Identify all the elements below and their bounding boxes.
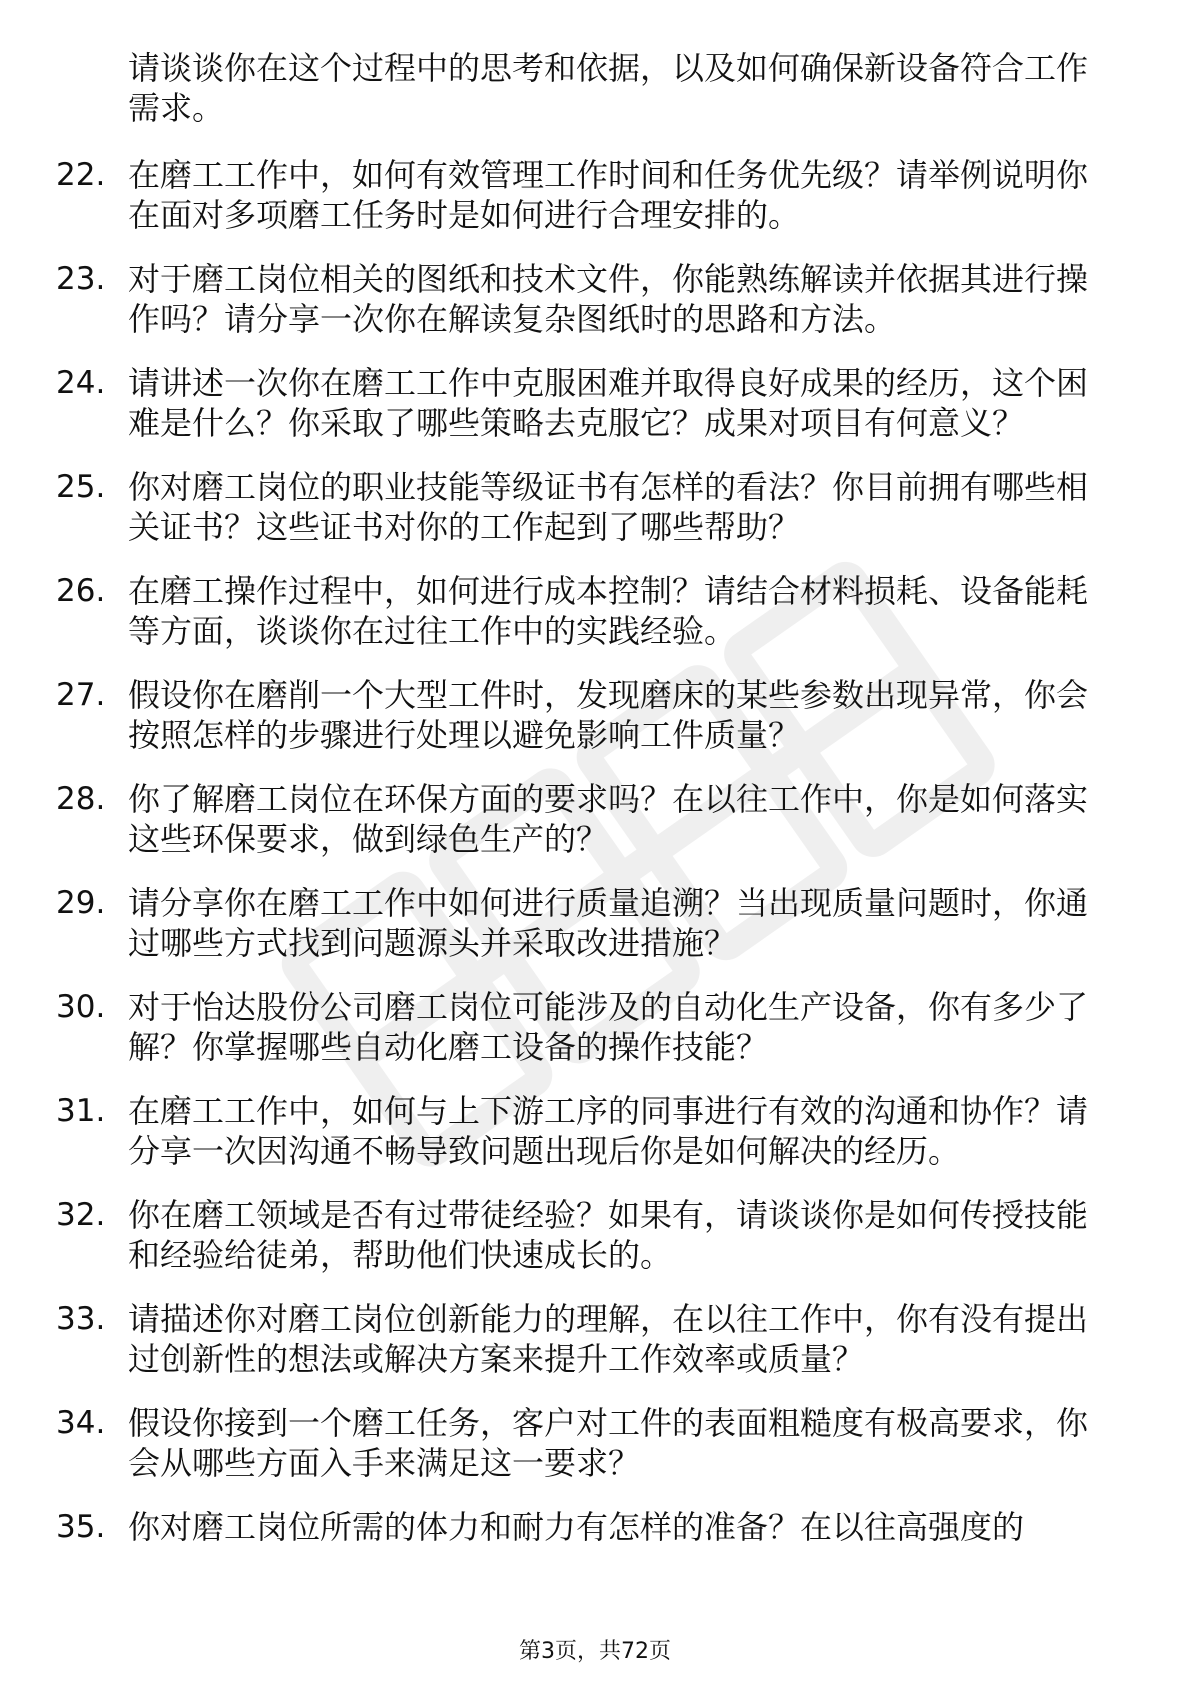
question-number: 23. <box>56 261 106 297</box>
question-number: 22. <box>56 157 106 193</box>
question-text: 在磨工工作中，如何有效管理工作时间和任务优先级？请举例说明你在面对多项磨工任务时是如何进行合理安排的。 <box>128 156 1089 234</box>
question-number: 27. <box>56 677 106 713</box>
question-text: 请讲述一次你在磨工工作中克服困难并取得良好成果的经历，这个困难是什么？你采取了哪些策略去克服它？成果对项目有何意义？ <box>128 364 1089 442</box>
question-number: 32. <box>56 1197 106 1233</box>
question-number: 33. <box>56 1301 106 1337</box>
question-item <box>0 1299 1118 1379</box>
question-text: 你了解磨工岗位在环保方面的要求吗？在以往工作中，你是如何落实这些环保要求，做到绿色生产的？ <box>128 780 1089 858</box>
question-list <box>0 155 1190 1571</box>
question-item <box>0 779 1118 859</box>
question-number: 34. <box>56 1405 106 1441</box>
question-item <box>0 675 1118 755</box>
question-text: 对于怡达股份公司磨工岗位可能涉及的自动化生产设备，你有多少了解？你掌握哪些自动化磨工设备的操作技能？ <box>128 988 1089 1066</box>
question-number: 35. <box>56 1509 106 1545</box>
question-text: 你在磨工领域是否有过带徒经验？如果有，请谈谈你是如何传授技能和经验给徒弟，帮助他们快速成长的。 <box>128 1196 1089 1274</box>
question-item <box>0 1507 1118 1547</box>
question-item <box>0 363 1118 443</box>
question-item <box>0 155 1118 235</box>
question-text: 你对磨工岗位的职业技能等级证书有怎样的看法？你目前拥有哪些相关证书？这些证书对你的工作起到了哪些帮助？ <box>128 468 1089 546</box>
question-number: 30. <box>56 989 106 1025</box>
question-text: 在磨工操作过程中，如何进行成本控制？请结合材料损耗、设备能耗等方面，谈谈你在过往工作中的实践经验。 <box>128 572 1089 650</box>
question-text: 假设你在磨削一个大型工件时，发现磨床的某些参数出现异常，你会按照怎样的步骤进行处理以避免影响工件质量？ <box>128 676 1089 754</box>
question-text: 对于磨工岗位相关的图纸和技术文件，你能熟练解读并依据其进行操作吗？请分享一次你在解读复杂图纸时的思路和方法。 <box>128 260 1089 338</box>
question-number: 29. <box>56 885 106 921</box>
question-text: 假设你接到一个磨工任务，客户对工件的表面粗糙度有极高要求，你会从哪些方面入手来满足这一要求？ <box>128 1404 1089 1482</box>
question-number: 25. <box>56 469 106 505</box>
question-item <box>0 571 1118 651</box>
question-item <box>0 467 1118 547</box>
question-item <box>0 1403 1118 1483</box>
question-item <box>0 259 1118 339</box>
page-footer: 第3页，共72页 <box>519 1639 671 1664</box>
question-number: 31. <box>56 1093 106 1129</box>
question-text: 请描述你对磨工岗位创新能力的理解，在以往工作中，你有没有提出过创新性的想法或解决方案来提升工作效率或质量？ <box>128 1300 1089 1378</box>
question-text: 请分享你在磨工工作中如何进行质量追溯？当出现质量问题时，你通过哪些方式找到问题源头并采取改进措施？ <box>128 884 1089 962</box>
question-text: 在磨工工作中，如何与上下游工序的同事进行有效的沟通和协作？请分享一次因沟通不畅导致问题出现后你是如何解决的经历。 <box>128 1092 1089 1170</box>
question-number: 24. <box>56 365 106 401</box>
question-number: 28. <box>56 781 106 817</box>
continued-question-text: 请谈谈你在这个过程中的思考和依据，以及如何确保新设备符合工作需求。 <box>128 49 1089 127</box>
question-item <box>0 883 1118 963</box>
question-item <box>0 987 1118 1067</box>
question-number: 26. <box>56 573 106 609</box>
question-text: 你对磨工岗位所需的体力和耐力有怎样的准备？在以往高强度的 <box>128 1508 1025 1546</box>
question-item <box>0 1091 1118 1171</box>
question-item <box>0 1195 1118 1275</box>
